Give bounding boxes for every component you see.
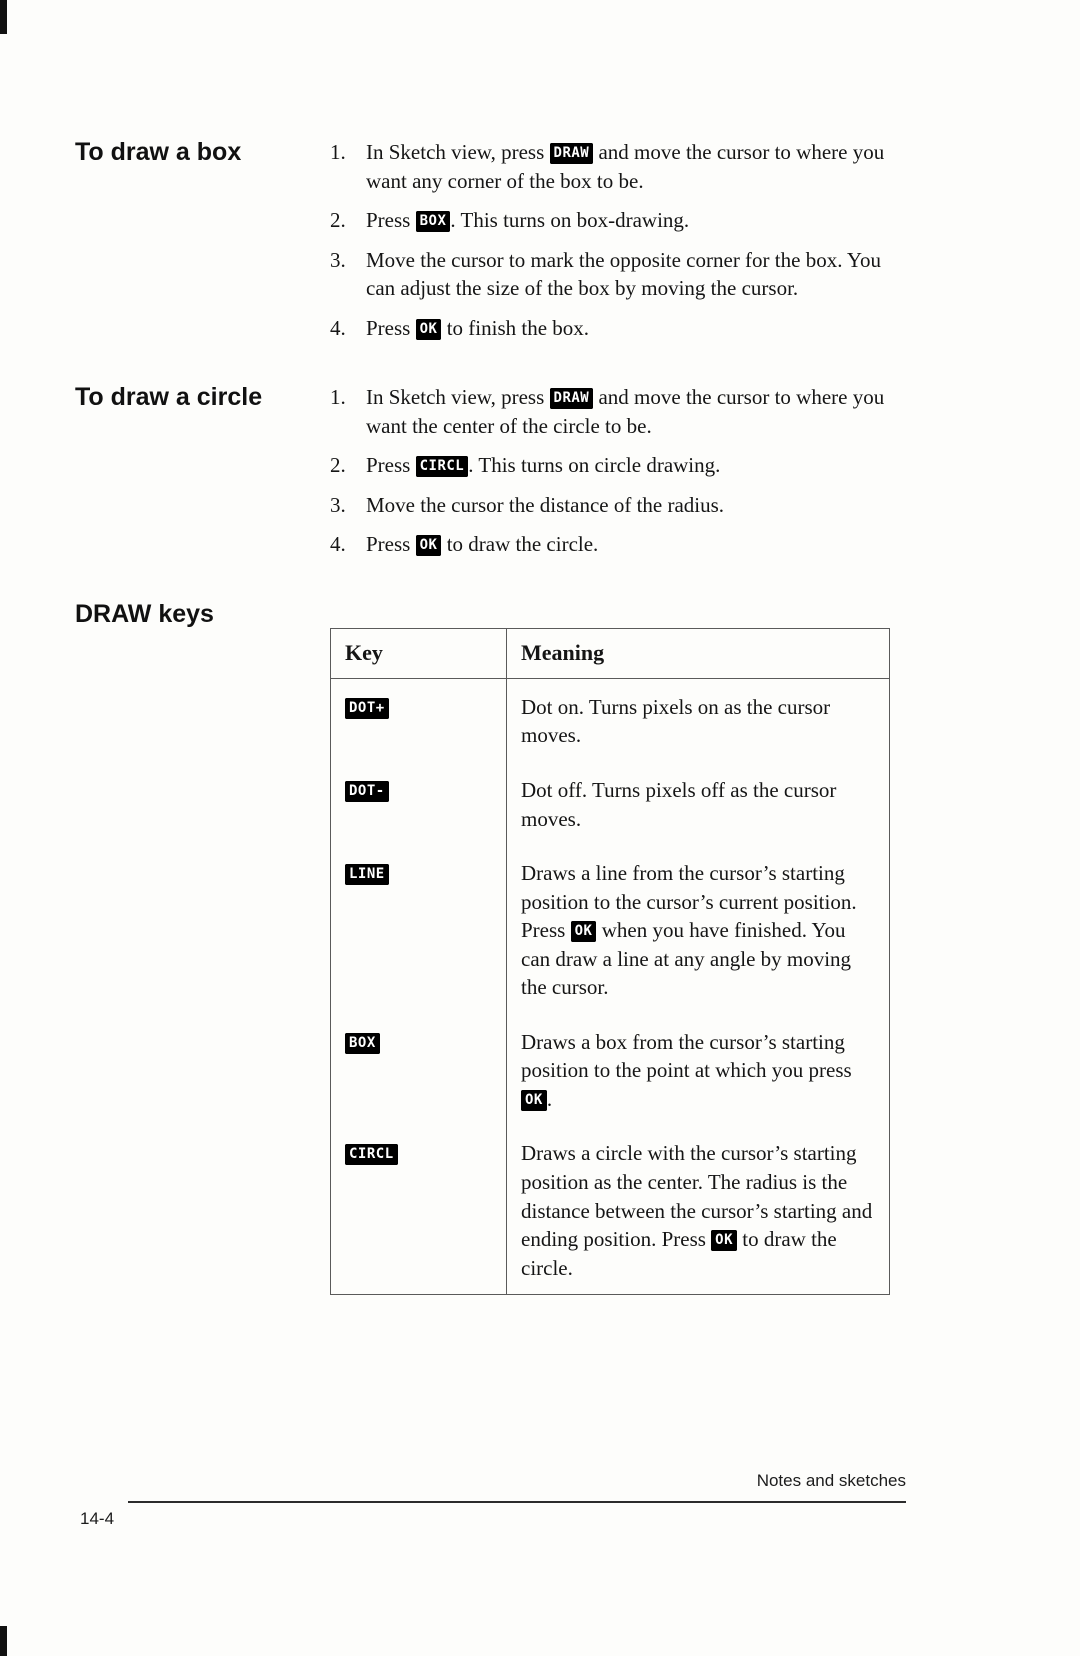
step-text: In Sketch view, press DRAW and move the cursor to where you want any corner of the box to be. xyxy=(366,140,885,193)
steps-list xyxy=(330,383,900,570)
key-cell xyxy=(331,762,507,845)
table-row xyxy=(331,1125,890,1294)
step-text: Press OK to draw the circle. xyxy=(366,532,599,557)
softkey-box-icon: BOX xyxy=(345,1033,380,1054)
key-cell xyxy=(331,678,507,762)
table-header-key: Key xyxy=(331,629,507,679)
meaning-cell: Draws a box from the cursor’s starting position to the point at which you press OK . xyxy=(521,1029,852,1111)
section-heading-draw-keys: DRAW keys xyxy=(75,600,214,629)
step-text: Move the cursor to mark the opposite corner for the box. You can adjust the size of the box by moving the cursor. xyxy=(366,247,881,301)
step-number: 1. xyxy=(330,385,346,410)
meaning-cell: Dot on. Turns pixels on as the cursor moves. xyxy=(521,694,831,748)
step-number: 1. xyxy=(330,140,346,164)
draw-keys-table xyxy=(330,628,890,1295)
scan-artifact-bottom xyxy=(0,1626,7,1656)
table-row xyxy=(331,1014,890,1126)
step-item xyxy=(330,451,900,480)
softkey-circl-icon: CIRCL xyxy=(416,456,469,477)
step-number: 2. xyxy=(330,453,346,478)
key-cell xyxy=(331,1014,507,1126)
draw-keys-section xyxy=(75,600,905,1295)
scan-artifact-top xyxy=(0,0,7,34)
softkey-ok-icon: OK xyxy=(571,921,597,942)
step-item xyxy=(330,530,900,559)
footer-page-number: 14-4 xyxy=(80,1509,115,1528)
softkey-box-icon: BOX xyxy=(416,211,451,232)
step-item xyxy=(330,206,900,235)
meaning-cell: Draws a line from the cursor’s starting position to the cursor’s current position. Press OK when you have finished. You can draw a line at any angle by moving the cursor. xyxy=(521,861,857,1000)
softkey-ok-icon: OK xyxy=(711,1230,737,1251)
meaning-cell: Draws a circle with the cursor’s starting position as the center. The radius is the distance between the cursor’s starting and ending position. Press OK to draw the circle. xyxy=(521,1141,873,1280)
table-body xyxy=(331,678,890,1294)
table-header-row xyxy=(331,629,890,679)
softkey-dot-icon: DOT- xyxy=(345,781,389,802)
footer-chapter-title: Notes and sketches xyxy=(756,1471,906,1490)
table-row xyxy=(331,762,890,845)
softkey-dot-icon: DOT+ xyxy=(345,698,389,719)
footer-rule xyxy=(128,1501,906,1503)
softkey-line-icon: LINE xyxy=(345,864,389,885)
step-item xyxy=(330,491,900,520)
step-text: In Sketch view, press DRAW and move the cursor to where you want the center of the circle to be. xyxy=(366,385,885,438)
step-text: Move the cursor the distance of the radius. xyxy=(366,492,725,517)
instruction-section xyxy=(75,138,905,353)
step-number: 2. xyxy=(330,208,346,233)
step-number: 4. xyxy=(330,315,346,340)
table-row xyxy=(331,845,890,1014)
step-item xyxy=(330,246,900,303)
step-text: Press OK to finish the box. xyxy=(366,315,590,340)
section-heading: To draw a box xyxy=(75,138,242,166)
instruction-section xyxy=(75,383,905,570)
softkey-circl-icon: CIRCL xyxy=(345,1144,398,1165)
softkey-ok-icon: OK xyxy=(521,1090,547,1111)
step-number: 4. xyxy=(330,532,346,557)
steps-list xyxy=(330,138,900,353)
softkey-ok-icon: OK xyxy=(416,535,442,556)
step-item xyxy=(330,138,900,195)
meaning-cell: Dot off. Turns pixels off as the cursor moves. xyxy=(521,778,837,831)
key-cell xyxy=(331,1125,507,1294)
step-item xyxy=(330,314,900,343)
step-text: Press CIRCL . This turns on circle drawing. xyxy=(366,453,721,478)
step-text: Press BOX . This turns on box-drawing. xyxy=(366,208,690,233)
section-heading: To draw a circle xyxy=(75,383,263,412)
step-number: 3. xyxy=(330,247,346,272)
key-cell xyxy=(331,845,507,1014)
table-row xyxy=(331,678,890,762)
table-header-meaning: Meaning xyxy=(507,629,890,679)
step-number: 3. xyxy=(330,492,346,517)
softkey-draw-icon: DRAW xyxy=(550,388,594,409)
manual-page-content xyxy=(75,138,905,1325)
softkey-ok-icon: OK xyxy=(416,319,442,340)
instruction-sections xyxy=(75,138,905,570)
step-item xyxy=(330,383,900,440)
softkey-draw-icon: DRAW xyxy=(550,143,594,164)
